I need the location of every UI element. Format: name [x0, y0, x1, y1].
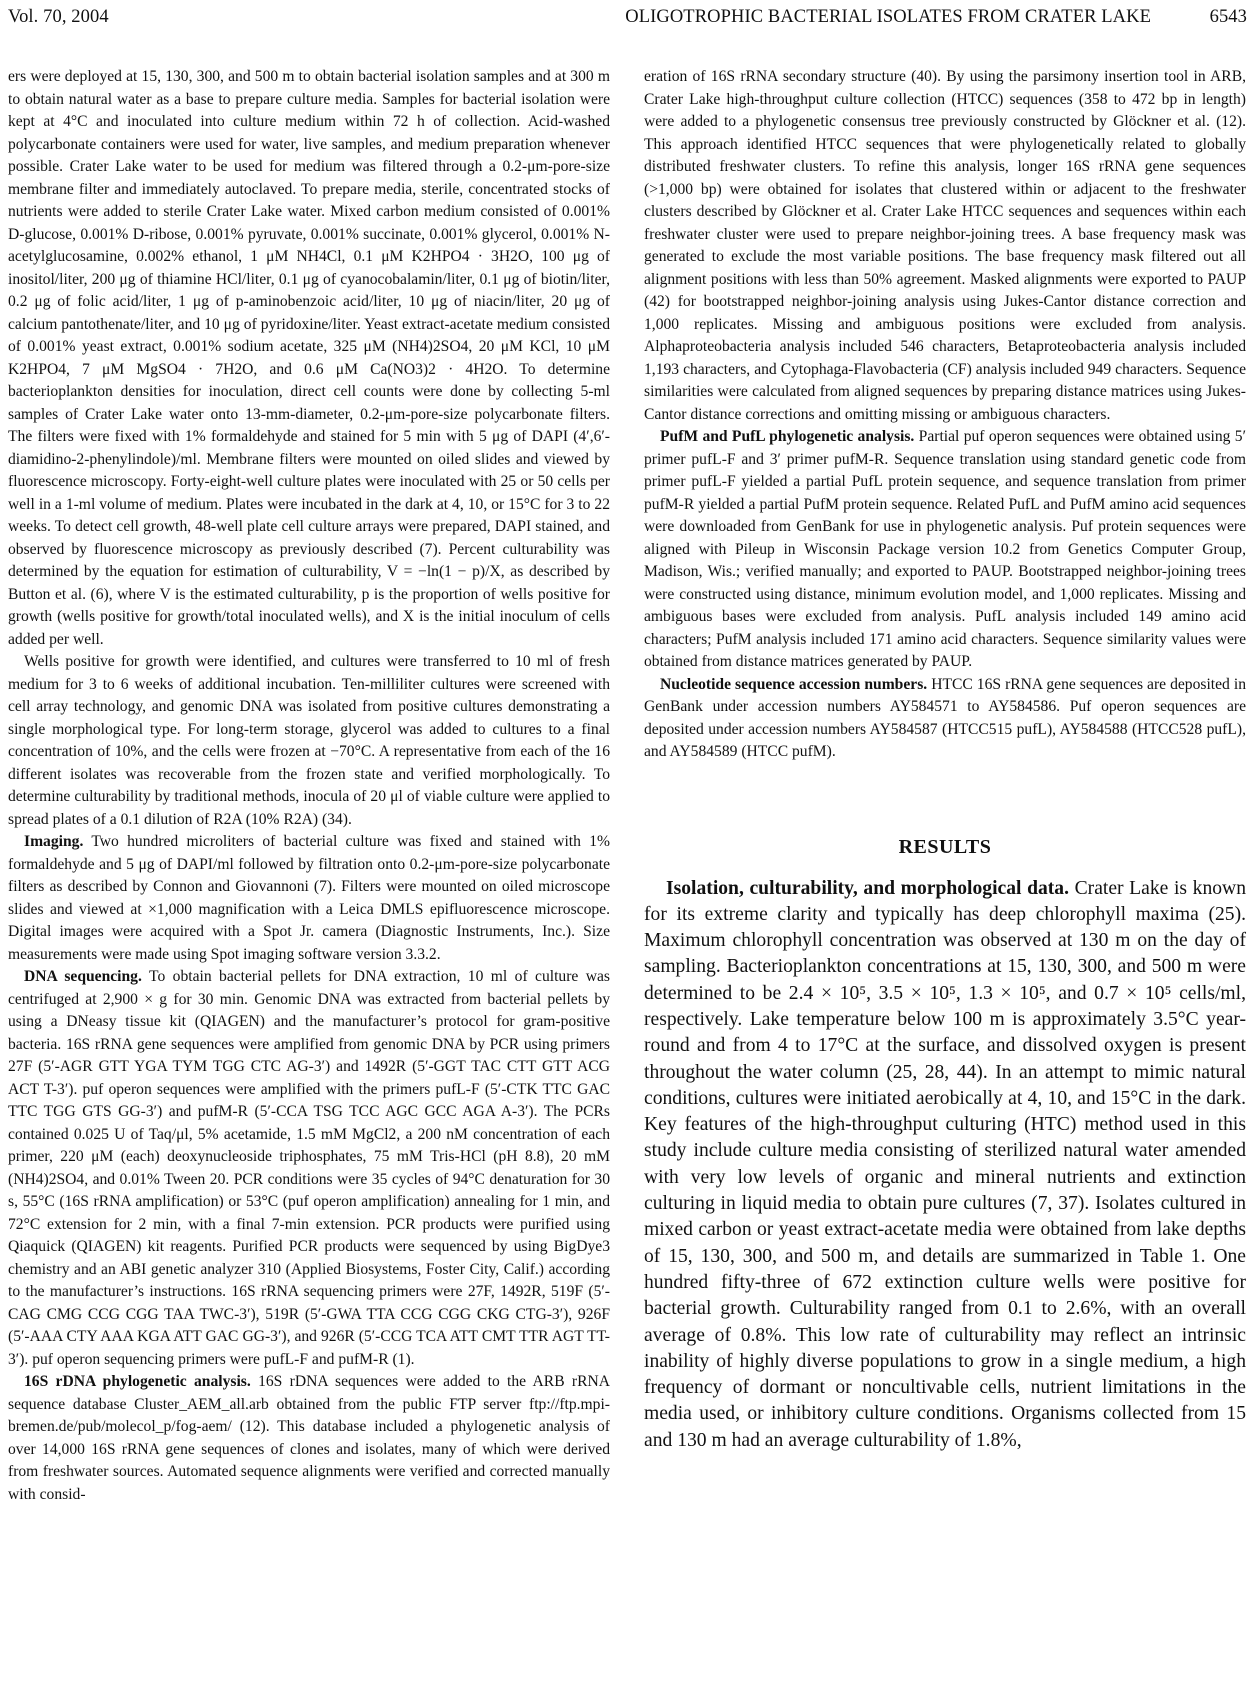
methods-paragraph-arb: eration of 16S rRNA secondary structure (40). By using the parsimony insertion tool in ARB, Crater Lake high-throughput culture collection (HTCC) sequences (358 to 472 bp in length) were added to a phylogenetic consensus tree previously constructed by Glöckner et al. (12). This approach identified HTCC sequences that were phylogenetically related to globally distributed freshwater clusters. To refine this analysis, longer 16S rRNA gene sequences (>1,000 bp) were obtained for isolates that clustered within or adjacent to the freshwater clusters described by Glöckner et al. Crater Lake HTCC sequences and sequences within each freshwater cluster were used to prepare neighbor-joining trees. A base frequency mask was generated to exclude the most variable positions. The base frequency mask filtered out all alignment positions with less than 50% agreement. Masked alignments were exported to PAUP (42) for bootstrapped neighbor-joining analysis using Jukes-Cantor distance correction and 1,000 replicates. Missing and ambiguous positions were excluded from analysis. Alphaproteobacteria analysis included 546 characters, Betaproteobacteria analysis included 1,193 characters, and Cytophaga-Flavobacteria (CF) analysis included 949 characters. Sequence similarities were calculated from aligned sequences by preparing distance matrices using Jukes-Cantor distance corrections and omitting missing or ambiguous characters. — [644, 68, 1246, 423]
results-body — [644, 876, 1246, 1455]
results-paragraph-isolation — [644, 876, 1246, 1455]
methods-paragraph-accession — [644, 674, 1246, 764]
isolation-text: Crater Lake is known for its extreme clarity and typically has deep chlorophyll maxima (25). Maximum chlorophyll concentration was observed at 130 m on the day of sampling. Bacterioplankton concentrations at 15, 130, 300, and 500 m were determined to be 2.4 × 10⁵, 3.5 × 10⁵, 1.3 × 10⁵, and 0.7 × 10⁵ cells/ml, respectively. Lake temperature below 100 m is approximately 3.5°C year-round and from 4 to 17°C at the surface, and dissolved oxygen is present throughout the water column (25, 28, 44). In an attempt to mimic natural conditions, cultures were initiated aerobically at 4, 10, and 15°C in the dark. Key features of the high-throughput culturing (HTC) method used in this study include culture media consisting of sterilized natural water amended with very low levels of organic and mineral nutrients and extinction culturing in liquid media to obtain pure cultures (7, 37). Isolates cultured in mixed carbon or yeast extract-acetate media were obtained from lake depths of 15, 130, 300, and 500 m, and details are summarized in Table 1. One hundred fifty-three of 672 extinction culture wells were positive for bacterial growth. Culturability ranged from 0.1 to 2.6%, with an overall average of 0.8%. This low rate of culturability may reflect an intrinsic inability of highly diverse populations to grow in a single medium, a high frequency of dormant or noncultivable cells, nutrient limitations in the media used, or inhibitory culture conditions. Organisms collected from 15 and 130 m had an average culturability of 1.8%, — [644, 877, 1246, 1451]
dna-sequencing-heading: DNA sequencing. — [24, 968, 142, 985]
methods-paragraph-culture-transfer: Wells positive for growth were identified, and cultures were transferred to 10 ml of fresh medium for 3 to 6 weeks of additional incubation. Ten-milliliter cultures were screened with cell array technology, and genomic DNA was isolated from positive cultures demonstrating a single morphological type. For long-term storage, glycerol was added to cultures to a final concentration of 10%, and the cells were frozen at −70°C. A representative from each of the 16 different isolates was recoverable from the frozen state and verified morphologically. To determine culturability by traditional methods, inocula of 20 μl of viable culture were applied to spread plates of a 0.1 dilution of R2A (10% R2A) (34). — [8, 653, 610, 828]
methods-paragraph-phylogenetic — [8, 1371, 610, 1506]
page-number: 6543 — [1209, 7, 1247, 27]
isolation-heading: Isolation, culturability, and morphological data. — [666, 877, 1069, 899]
results-heading: RESULTS — [898, 835, 992, 858]
methods-paragraph-dna-sequencing — [8, 966, 610, 1371]
puf-text: Partial puf operon sequences were obtained using 5′ primer pufL-F and 3′ primer pufM-R. Sequence translation using standard genetic code from primer pufL-F yielded a partial PufL protein sequence, and sequence translation from primer pufM-R yielded a partial PufM protein sequence. Related PufL and PufM amino acid sequences were downloaded from GenBank for use in phylogenetic analysis. Puf protein sequences were aligned with Pileup in Wisconsin Package version 10.2 from Genetics Computer Group, Madison, Wis.; verified manually; and exported to PAUP. Bootstrapped neighbor-joining trees were constructed using distance, minimum evolution model, and 1,000 replicates. Missing and ambiguous bases were excluded from analysis. PufL analysis included 149 amino acid characters; PufM analysis included 171 amino acid characters. Sequence similarity values were obtained from distance matrices generated by PAUP. — [644, 428, 1247, 670]
accession-text: HTCC 16S rRNA gene sequences are deposited in GenBank under accession numbers AY584571 to AY584586. Puf operon sequences are deposited under accession numbers AY584587 (HTCC515 pufL), AY584588 (HTCC528 pufL), and AY584589 (HTCC pufM). — [644, 675, 1247, 760]
methods-paragraph-imaging — [8, 831, 610, 966]
accession-heading: Nucleotide sequence accession numbers. — [660, 675, 928, 693]
dna-sequencing-text: To obtain bacterial pellets for DNA extraction, 10 ml of culture was centrifuged at 2,900 × g for 30 min. Genomic DNA was extracted from bacterial pellets by using a DNeasy tissue kit (QIAGEN) and the manufacturer’s protocol for gram-positive bacteria. 16S rRNA gene sequences were amplified from genomic DNA by PCR using primers 27F (5′-AGR GTT YGA TYM TGG CTC AG-3′) and 1492R (5′-GGT TAC CTT GTT ACG ACT T-3′). puf operon sequences were amplified with the primers pufL-F (5′-CTK TTC GAC TTC TGG GTS GG-3′) and pufM-R (5′-CCA TSG TCC AGC GCC AGA A-3′). The PCRs contained 0.025 U of Taq/μl, 5% acetamide, 1.5 mM MgCl2, a 200 nM concentration of each primer, 220 μM (each) deoxynucleoside triphosphates, 75 mM Tris-HCl (pH 8.8), 20 mM (NH4)2SO4, and 0.01% Tween 20. PCR conditions were 35 cycles of 94°C denaturation for 30 s, 55°C (16S rRNA amplification) or 53°C (puf operon amplification) annealing for 1 min, and 72°C extension for 2 min, with a final 7-min extension. PCR products were purified using Qiaquick (QIAGEN) kit reagents. Purified PCR products were sequenced by using BigDye3 chemistry and an ABI genetic analyzer 310 (Applied Biosystems, Foster City, Calif.) according to the manufacturer’s instructions. 16S rRNA sequencing primers were 27F, 1492R, 519F (5′-CAG CMG CCG CGG TAA TWC-3′), 519R (5′-GWA TTA CCG CGG CKG CTG-3′), 926F (5′-AAA CTY AAA KGA ATT GAC GG-3′), and 926R (5′-CCG TCA ATT CMT TTR AGT TT-3′). puf operon sequencing primers were pufL-F and pufM-R (1). — [8, 968, 611, 1368]
methods-paragraph-sampling: ers were deployed at 15, 130, 300, and 500 m to obtain bacterial isolation samples and at 300 m to obtain natural water as a base to prepare culture media. Samples for bacterial isolation were kept at 4°C and inoculated into culture medium within 72 h of collection. Acid-washed polycarbonate containers were used for water, live samples, and medium preparation whenever possible. Crater Lake water to be used for medium was filtered through a 0.2-μm-pore-size membrane filter and immediately autoclaved. To prepare media, sterile, concentrated stocks of nutrients were added to sterile Crater Lake water. Mixed carbon medium consisted of 0.001% D-glucose, 0.001% D-ribose, 0.001% pyruvate, 0.001% succinate, 0.001% glycerol, 0.001% N-acetylglucosamine, 0.002% ethanol, 1 μM NH4Cl, 0.1 μM K2HPO4 · 3H2O, 100 μg of inositol/liter, 200 μg of thiamine HCl/liter, 0.1 μg of cyanocobalamin/liter, 0.1 μg of biotin/liter, 0.2 μg of folic acid/liter, 1 μg of p-aminobenzoic acid/liter, 10 μg of niacin/liter, 20 μg of calcium pantothenate/liter, and 10 μg of pyridoxine/liter. Yeast extract-acetate medium consisted of 0.001% yeast extract, 0.001% sodium acetate, 325 μM (NH4)2SO4, 20 μM KCl, 10 μM K2HPO4, 7 μM MgSO4 · 7H2O, and 0.6 μM Ca(NO3)2 · 4H2O. To determine bacterioplankton densities for inoculation, direct cell counts were done by collecting 5-ml samples of Crater Lake water onto 13-mm-diameter, 0.2-μm-pore-size polycarbonate filters. The filters were fixed with 1% formaldehyde and stained for 5 min with 5 μg of DAPI (4′,6′-diamidino-2-phenylindole)/ml. Membrane filters were mounted on oiled slides and viewed by fluorescence microscopy. Forty-eight-well culture plates were inoculated with 25 or 50 cells per well in a 1-ml volume of medium. Plates were incubated in the dark at 4, 10, or 15°C for 3 to 22 weeks. To detect cell growth, 48-well plate cell culture arrays were prepared, DAPI stained, and observed by fluorescence microscopy as previously described (7). Percent culturability was determined by the equation for estimation of culturability, V = −ln(1 − p)/X, as described by Button et al. (6), where V is the estimated culturability, p is the proportion of wells positive for growth (wells positive for growth/total inoculated wells), and X is the initial inoculum of cells added per well. — [8, 68, 610, 648]
right-column — [644, 66, 1246, 1454]
imaging-text: Two hundred microliters of bacterial culture was fixed and stained with 1% formaldehyde and 5 μg of DAPI/ml followed by filtration onto 0.2-μm-pore-size polycarbonate filters as described by Connon and Giovannoni (7). Filters were mounted on oiled microscope slides and viewed at ×1,000 magnification with a Leica DMLS epifluorescence microscope. Digital images were acquired with a Spot Jr. camera (Diagnostic Instruments, Inc.). Size measurements were made using Spot imaging software version 3.3.2. — [8, 833, 610, 963]
imaging-heading: Imaging. — [24, 833, 84, 850]
running-title: OLIGOTROPHIC BACTERIAL ISOLATES FROM CRATER LAKE — [625, 7, 1151, 27]
phylogenetic-text: 16S rDNA sequences were added to the ARB rRNA sequence database Cluster_AEM_all.arb obtained from the public FTP server ftp://ftp.mpi-bremen.de/pub/molecol_p/fog-aem/ (12). This database included a phylogenetic analysis of over 14,000 16S rRNA gene sequences of clones and isolates, many of which were derived from freshwater sources. Automated sequence alignments were verified and corrected manually with consid- — [8, 1373, 610, 1503]
puf-heading: PufM and PufL phylogenetic analysis. — [660, 428, 915, 445]
left-column — [8, 66, 610, 1506]
methods-paragraph-puf — [644, 426, 1246, 674]
phylogenetic-heading: 16S rDNA phylogenetic analysis. — [24, 1373, 251, 1390]
running-header — [8, 4, 1247, 30]
volume-label: Vol. 70, 2004 — [8, 7, 109, 27]
